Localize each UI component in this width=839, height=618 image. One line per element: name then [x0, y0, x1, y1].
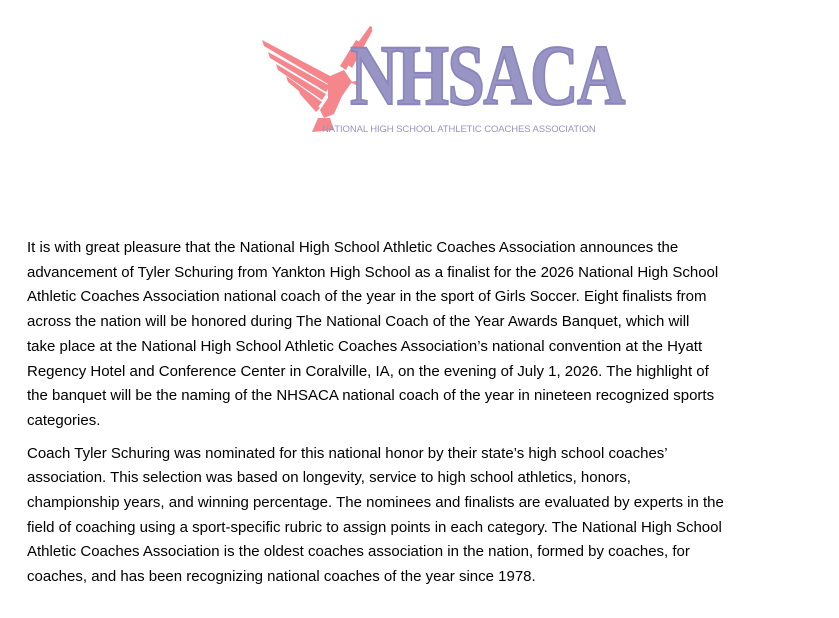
- text-line: the banquet will be the naming of the NHSACA national coach of the year in nineteen recognized sports: [27, 387, 715, 405]
- logo-tagline: NATIONAL HIGH SCHOOL ATHLETIC COACHES ASSOCIATION: [322, 124, 596, 135]
- text-line: advancement of Tyler Schuring from Yankton High School as a finalist for the 2026 National High School: [27, 263, 719, 281]
- text-line: association. This selection was based on longevity, service to high school athletics, honors,: [27, 469, 631, 487]
- text-line: Coach Tyler Schuring was nominated for this national honor by their state’s high school coaches’: [27, 444, 668, 462]
- logo-wordmark: NHSACA: [350, 27, 624, 123]
- text-line: coaches, and has been recognizing national coaches of the year since 1978.: [27, 568, 536, 586]
- paragraph-nomination: [27, 442, 817, 590]
- text-line: take place at the National High School Athletic Coaches Association’s national convention at the Hyatt: [27, 337, 703, 355]
- text-line: Regency Hotel and Conference Center in Coralville, IA, on the evening of July 1, 2026. The highlight of: [27, 362, 709, 380]
- nhsaca-logo: [262, 22, 624, 137]
- text-line: field of coaching using a sport-specific rubric to assign points in each category. The National High School: [27, 518, 722, 536]
- text-line: Athletic Coaches Association national coach of the year in the sport of Girls Soccer. Eight finalists from: [27, 288, 707, 306]
- text-line: Athletic Coaches Association is the oldest coaches association in the nation, formed by coaches, for: [27, 543, 690, 561]
- text-line: It is with great pleasure that the National High School Athletic Coaches Association announces the: [27, 239, 679, 256]
- text-line: championship years, and winning percentage. The nominees and finalists are evaluated by experts in the: [27, 494, 724, 512]
- paragraph-announcement: [27, 236, 817, 434]
- text-line: across the nation will be honored during The National Coach of the Year Awards Banquet, which will: [27, 313, 690, 331]
- text-line: categories.: [27, 411, 101, 429]
- announcement-body: [27, 236, 817, 598]
